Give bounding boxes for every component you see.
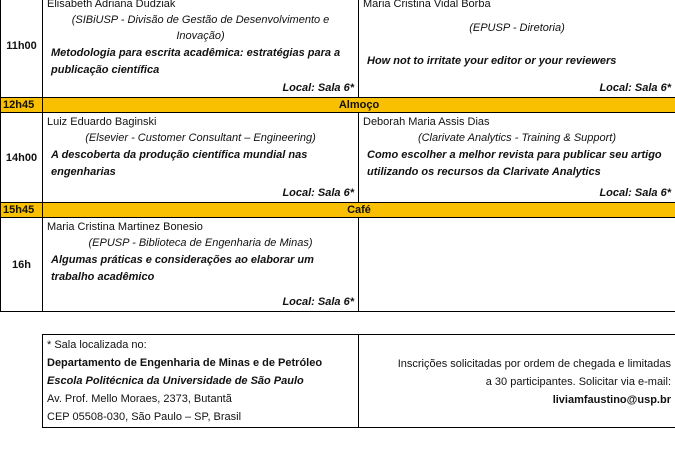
location-label: Local: Sala 6*	[282, 187, 354, 199]
empty-session-cell	[359, 218, 675, 312]
speaker-affiliation: (Elsevier - Customer Consultant – Engineering)	[85, 132, 316, 144]
session-row-1600	[1, 218, 675, 312]
break-row-lunch	[1, 98, 675, 113]
speaker-name: Maria Cristina Martinez Bonesio	[47, 221, 203, 233]
location-label: Local: Sala 6*	[282, 82, 354, 94]
speaker-affiliation: (SIBiUSP - Divisão de Gestão de Desenvolvimento e Inovação)	[71, 14, 330, 42]
session-cell	[43, 113, 359, 203]
speaker-affiliation: (EPUSP - Biblioteca de Engenharia de Minas)	[88, 237, 313, 249]
session-row-1400	[1, 113, 675, 203]
venue-address: Av. Prof. Mello Moraes, 2373, Butantã	[47, 393, 232, 405]
registration-text-2: a 30 participantes. Solicitar via e-mail:	[485, 376, 671, 388]
venue-info	[43, 335, 359, 428]
speaker-name: Maria Cristina Vidal Borba	[363, 0, 491, 10]
time-label: 11h00	[1, 0, 43, 98]
location-label: Local: Sala 6*	[282, 296, 354, 308]
registration-email-link[interactable]: liviamfaustino@usp.br	[552, 394, 671, 406]
break-row-coffee	[1, 203, 675, 218]
venue-cep: CEP 05508-030, São Paulo – SP, Brasil	[47, 411, 242, 423]
break-time: 12h45	[1, 98, 43, 113]
speaker-name: Elisabeth Adriana Dudziak	[47, 0, 176, 10]
session-cell	[359, 113, 675, 203]
location-label: Local: Sala 6*	[599, 187, 671, 199]
time-label: 16h	[1, 218, 43, 312]
talk-title: Algumas práticas e considerações ao elaborar um trabalho acadêmico	[51, 254, 314, 283]
venue-department: Departamento de Engenharia de Minas e de Petróleo	[47, 357, 323, 369]
talk-title: A descoberta da produção científica mundial nas engenharias	[51, 149, 308, 178]
session-cell	[359, 0, 675, 98]
talk-title: How not to irritate your editor or your reviewers	[367, 55, 617, 67]
session-cell	[43, 218, 359, 312]
break-label: Almoço	[43, 98, 675, 113]
speaker-name: Luiz Eduardo Baginski	[47, 116, 157, 128]
break-label: Café	[43, 203, 675, 218]
talk-title: Como escolher a melhor revista para publicar seu artigo utilizando os recursos da Clarivate Analytics	[367, 149, 662, 178]
talk-title: Metodologia para escrita acadêmica: estratégias para a publicação científica	[51, 47, 341, 76]
time-label: 14h00	[1, 113, 43, 203]
speaker-affiliation: (EPUSP - Diretoria)	[469, 22, 565, 34]
session-row-1100	[1, 0, 675, 98]
speaker-affiliation: (Clarivate Analytics - Training & Support)	[417, 132, 617, 144]
registration-info	[359, 335, 675, 428]
session-cell	[43, 0, 359, 98]
break-time: 15h45	[1, 203, 43, 218]
venue-school: Escola Politécnica da Universidade de São Paulo	[47, 375, 304, 387]
venue-note: * Sala localizada no:	[47, 339, 147, 351]
footer-info-table	[42, 334, 675, 428]
speaker-name: Deborah Maria Assis Dias	[363, 116, 490, 128]
location-label: Local: Sala 6*	[599, 82, 671, 94]
registration-text-1: Inscrições solicitadas por ordem de chegada e limitadas	[397, 358, 671, 370]
